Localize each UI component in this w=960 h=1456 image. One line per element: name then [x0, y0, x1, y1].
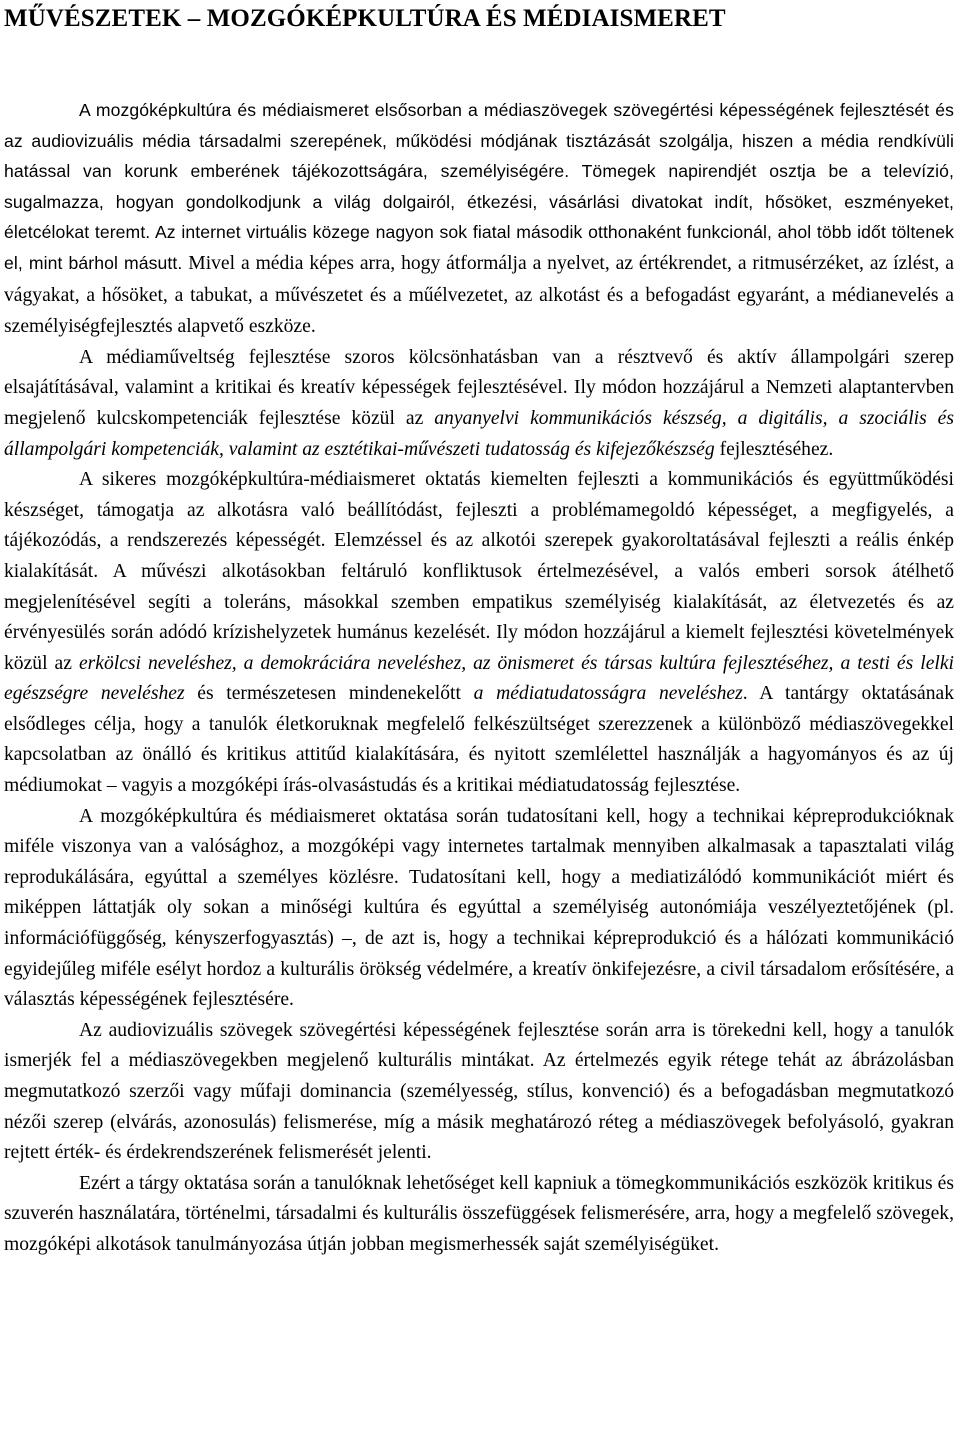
paragraph-6: [4, 1169, 954, 1261]
text-run: Mivel a média képes arra, hogy átformálja a nyelvet, az értékrendet, a ritmusérzéket, az ízlést, a vágyakat, a hősöket, a tabukat, a művészetet és a műélvezetet, az alkotást és a befogadást egyaránt, a médianevelés a személyiségfejlesztés alapvető eszköze.: [4, 252, 954, 338]
text-run: . A tantárgy oktatásának elsődleges célja, hogy a tanulók életkoruknak megfelelő felkészültséget szerezzenek a különböző médiaszövegekkel kapcsolatban az önálló és kritikus attitűd kialakítására, és nyitott szemlélettel használják a hagyományos és az új médiumokat – vagyis a mozgóképi írás-olvasástudás és a kritikai médiatudatosság fejlesztése.: [4, 683, 955, 797]
text-run: A mozgóképkultúra és médiaismeret oktatása során tudatosítani kell, hogy a technikai képreprodukcióknak miféle viszonya van a valósághoz, a mozgóképi vagy internetes tartalmak mennyiben alkalmasak a tapasztalati világ reprodukálására, egyúttal a személyes közlésre. Tudatosítani kell, hogy a mediatizálódó kommunikációt miért és miképpen láttatják oly sokan a minőségi kultúra és egyúttal a személyiség autonómiája veszélyeztetőjének (pl. információfüggőség, kényszerfogyasztás) –, de azt is, hogy a technikai képreprodukció és a hálózati kommunikáció egyidejűleg miféle esélyt hordoz a kulturális örökség védelmére, a kreatív önkifejezésre, a civil társadalom erősítésére, a választás képességének fejlesztésére.: [4, 805, 954, 1011]
body-text: [4, 95, 954, 1261]
paragraph-4: [4, 802, 954, 1016]
text-run: A médiaműveltség fejlesztése szoros kölcsönhatásban van a résztvevő és aktív állampolgári szerep elsajátításával, valamint a kritikai és kreatív képességek fejlesztésével. Ily módon hozzájárul a Nemzeti alaptantervben megjelenő kulcskompetenciák fejlesztése közül az: [4, 346, 954, 429]
text-run: A mozgóképkultúra és médiaismeret elsősorban a médiaszövegek szövegértési képességének fejlesztését és az audiovizuális média társadalmi szerepének, működési módjának tisztázását szolgálja, hiszen a média rendkívüli hatással van korunk emberének tájékozottságára, személyiségére. Tömegek napirendjét osztja be a televízió, sugalmazza, hogyan gondolkodjunk a világ dolgairól, étkezési, vásárlási divatokat indít, hősöket, eszményeket, életcélokat teremt. Az internet virtuális közege nagyon sok fiatal második otthonaként funkcionál, ahol több időt töltenek el, mint bárhol másutt.: [4, 100, 954, 273]
text-run: és természetesen mindenekelőtt: [184, 683, 474, 705]
text-run: A sikeres mozgóképkultúra-médiaismeret oktatás kiemelten fejleszti a kommunikációs és együttműködési készséget, támogatja az alkotásra való beállítódást, fejleszti a problémamegoldó képességet, a megfigyelés, a tájékozódás, a rendszerezés képességét. Elemzéssel és az alkotói szerepek gyakoroltatásával fejleszti a reális énkép kialakítását. A művészi alkotásokban feltáruló konfliktusok értelmezésével, a valós emberi sorsok átélhető megjelenítésével segíti a toleráns, másokkal szemben empatikus személyiség kialakítását, az életvezetés és az érvényesülés során adódó krízishelyzetek humánus kezelését. Ily módon hozzájárul a kiemelt fejlesztési követelmények közül az: [4, 469, 954, 674]
paragraph-5: [4, 1016, 954, 1169]
text-run: Az audiovizuális szövegek szövegértési képességének fejlesztése során arra is törekedni kell, hogy a tanulók ismerjék fel a médiaszövegekben megjelenő kulturális mintákat. Az értelmezés egyik rétege tehát az ábrázolásban megmutatkozó szerzői vagy műfaji dominancia (személyesség, stílus, konvenció) és a befogadásban megmutatkozó nézői szerep (elvárás, azonosulás) felismerése, míg a másik meghatározó réteg a médiaszövegek befolyásoló, gyakran rejtett érték- és érdekrendszerének felismerését jelenti.: [4, 1019, 954, 1164]
text-run: fejlesztéséhez.: [714, 438, 834, 460]
italic-text-run: a médiatudatosságra neveléshez: [473, 683, 743, 705]
italic-text-run: erkölcsi neveléshez, a demokráciára neveléshez, az önismeret és társas kultúra fejlesztéséhez, a testi és lelki egészségre neveléshez: [4, 652, 954, 705]
text-run: Ezért a tárgy oktatása során a tanulóknak lehetőséget kell kapniuk a tömegkommunikációs eszközök kritikus és szuverén használatára, történelmi, társadalmi és kulturális összefüggések felismerésére, arra, hogy a megfelelő szövegek, mozgóképi alkotások tanulmányozása útján jobban megismerhessék saját személyiségüket.: [4, 1172, 954, 1255]
page-title: MŰVÉSZETEK – MOZGÓKÉPKULTÚRA ÉS MÉDIAISMERET: [4, 5, 726, 32]
italic-text-run: anyanyelvi kommunikációs készség, a digitális, a szociális és állampolgári kompetenciák, valamint az esztétikai-művészeti tudatosság és kifejezőkészség: [4, 407, 955, 460]
paragraph-1: [4, 95, 954, 343]
paragraph-3: [4, 465, 954, 802]
paragraph-2: [4, 343, 954, 465]
